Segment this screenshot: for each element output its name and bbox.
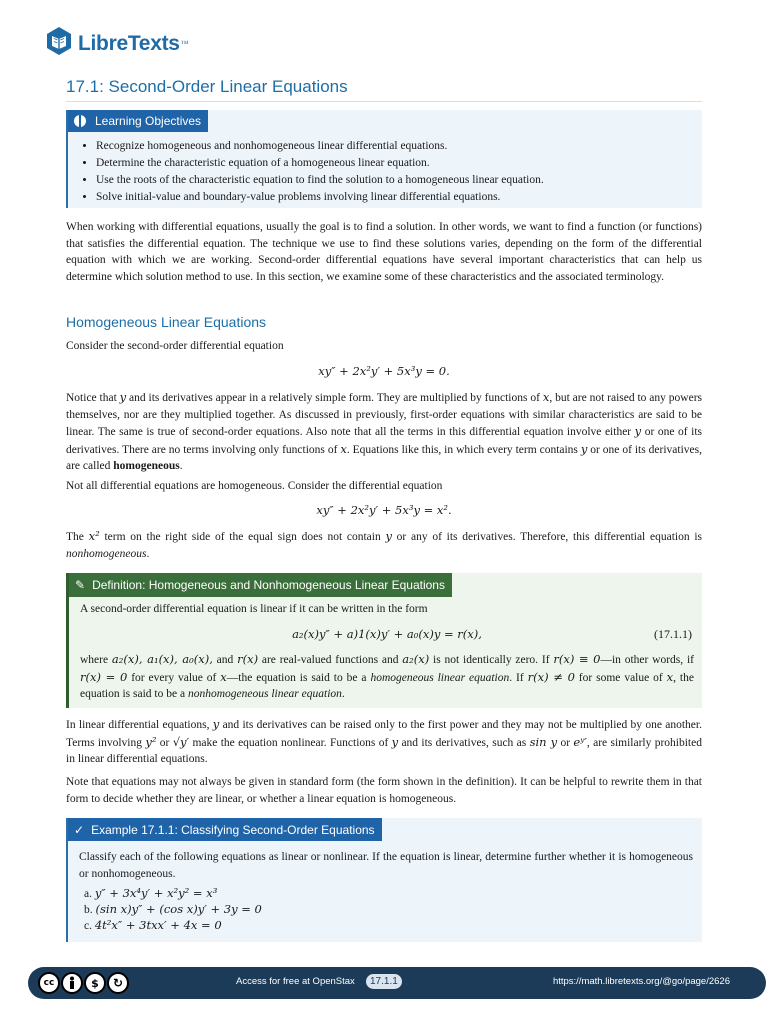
intro-paragraph: When working with differential equations, usually the goal is to find a solution. In other words, we want to find a function (or functions) that satisfies the differential equation. The technique we use to find these solutions varies, depending on the form of the differential equation with which we are working. Second-order differential equations have several important characteristics that can help us determine which solution method to use. In this section, we examine some of these characteristics and the associated terminology. — [66, 221, 702, 283]
example-label: Example 17.1.1: Classifying Second-Order Equations — [91, 822, 375, 837]
example-prompt: Classify each of the following equations as linear or nonlinear. If the equation is linear, determine further whether it is homogeneous or nonhomogeneous. — [79, 851, 693, 880]
consider-paragraph: Consider the second-order differential equation — [66, 340, 284, 352]
list-item: • Recognize homogeneous and nonhomogeneous linear differential equations. — [96, 138, 702, 155]
libretexts-logo-icon — [45, 26, 73, 61]
learning-objectives-label: Learning Objectives — [95, 114, 202, 128]
footer-bar — [28, 967, 766, 999]
not-all-paragraph: Not all differential equations are homogeneous. Consider the differential equation — [66, 480, 443, 492]
page-number-badge: 17.1.1 — [366, 974, 402, 989]
example-box — [66, 818, 702, 942]
equation-number: (17.1.1) — [654, 627, 692, 641]
definition-body: where a₂(x), a₁(x), a₀(x), and r(x) are real-valued functions and a₂(x) is not identically zero. If r(x) ≡ 0—in other words, if r(x) = 0 for every value of x—the equation is said to be a homogeneous linear equation. If r(x) ≠ 0 for some value of x, the equation is said to be a nonhomogeneous linear equation. — [80, 652, 694, 701]
learning-objectives-icon — [74, 115, 86, 127]
pencil-icon: ✎ — [75, 578, 86, 592]
definition-box — [66, 573, 702, 708]
section-heading: Homogeneous Linear Equations — [66, 314, 267, 330]
list-item: a. y″ + 3x⁴y′ + x²y² = x³ — [84, 886, 218, 900]
list-item: • Solve initial-value and boundary-value problems involving linear differential equations. — [96, 189, 702, 206]
learning-objectives-header — [68, 110, 208, 132]
note-paragraph: Note that equations may not always be given in standard form (the form shown in the definition). It can be helpful to rewrite them in that form to decide whether they are linear, or whether a linear equation is homogeneous. — [66, 776, 702, 805]
equation-homogeneous: xy″ + 2x²y′ + 5x³y = 0. — [318, 364, 450, 378]
attribution-icon — [61, 972, 83, 994]
cc-license-badge[interactable] — [38, 972, 130, 994]
libretexts-logo-text: LibreTexts — [78, 31, 180, 55]
page-title: 17.1: Second-Order Linear Equations — [66, 77, 348, 96]
title-divider — [66, 101, 702, 102]
notice-paragraph: Notice that y and its derivatives appear in a relatively simple form. They are multiplied by functions of x, but are not raised to any powers themselves, nor are they multiplied together. As discussed in previously, first-order equations with similar characteristics are said to be linear. The same is true of second-order equations. Also note that all the terms in this differential equation involve either y or one of its derivatives. There are no terms involving only functions of x. Equations like this, in which every term contains y or one of its derivatives, are called homogeneous. — [66, 390, 703, 473]
learning-objectives-box — [66, 110, 702, 208]
page-url-link[interactable]: https://math.libretexts.org/@go/page/2626 — [552, 976, 730, 987]
list-item: • Determine the characteristic equation of a homogeneous linear equation. — [96, 155, 702, 172]
homogeneous-term: homogeneous — [113, 460, 180, 473]
list-item: b. (sin x)y″ + (cos x)y′ + 3y = 0 — [84, 902, 262, 916]
example-header[interactable] — [68, 818, 382, 841]
sharealike-icon: ↻ — [107, 972, 129, 994]
definition-header — [69, 573, 452, 597]
equation-nonhomogeneous: xy″ + 2x²y′ + 5x³y = x². — [316, 503, 452, 517]
libretexts-logo[interactable] — [45, 26, 189, 61]
x2-term-paragraph: The x² term on the right side of the equal sign does not contain y or any of its derivatives. Therefore, this differential equation is nonhomogeneous. — [66, 529, 702, 560]
linear-paragraph: In linear differential equations, y and its derivatives can be raised only to the first power and they may not be multiplied by one another. Terms involving y² or √y′ make the equation nonlinear. Functions of y and its derivatives, such as sin y or eʸ′, are similarly prohibited in linear differential equations. — [66, 717, 702, 766]
definition-label: Definition: Homogeneous and Nonhomogeneous Linear Equations — [92, 578, 445, 592]
example-list — [84, 886, 262, 934]
definition-equation: a₂(x)y″ + a)1(x)y′ + a₀(x)y = r(x), — [292, 627, 482, 641]
cc-icon: cc — [38, 972, 60, 994]
access-text: Access for free at OpenStax — [236, 976, 355, 987]
noncommercial-icon: $ — [84, 972, 106, 994]
learning-objectives-list — [68, 138, 702, 206]
list-item: • Use the roots of the characteristic equation to find the solution to a homogeneous linear equation. — [96, 172, 702, 189]
list-item: c. 4t²x″ + 3txx′ + 4x = 0 — [84, 918, 222, 932]
definition-intro: A second-order differential equation is linear if it can be written in the form — [80, 603, 428, 615]
trademark-symbol: ™ — [180, 39, 189, 48]
checkmark-icon: ✓ — [74, 822, 85, 837]
